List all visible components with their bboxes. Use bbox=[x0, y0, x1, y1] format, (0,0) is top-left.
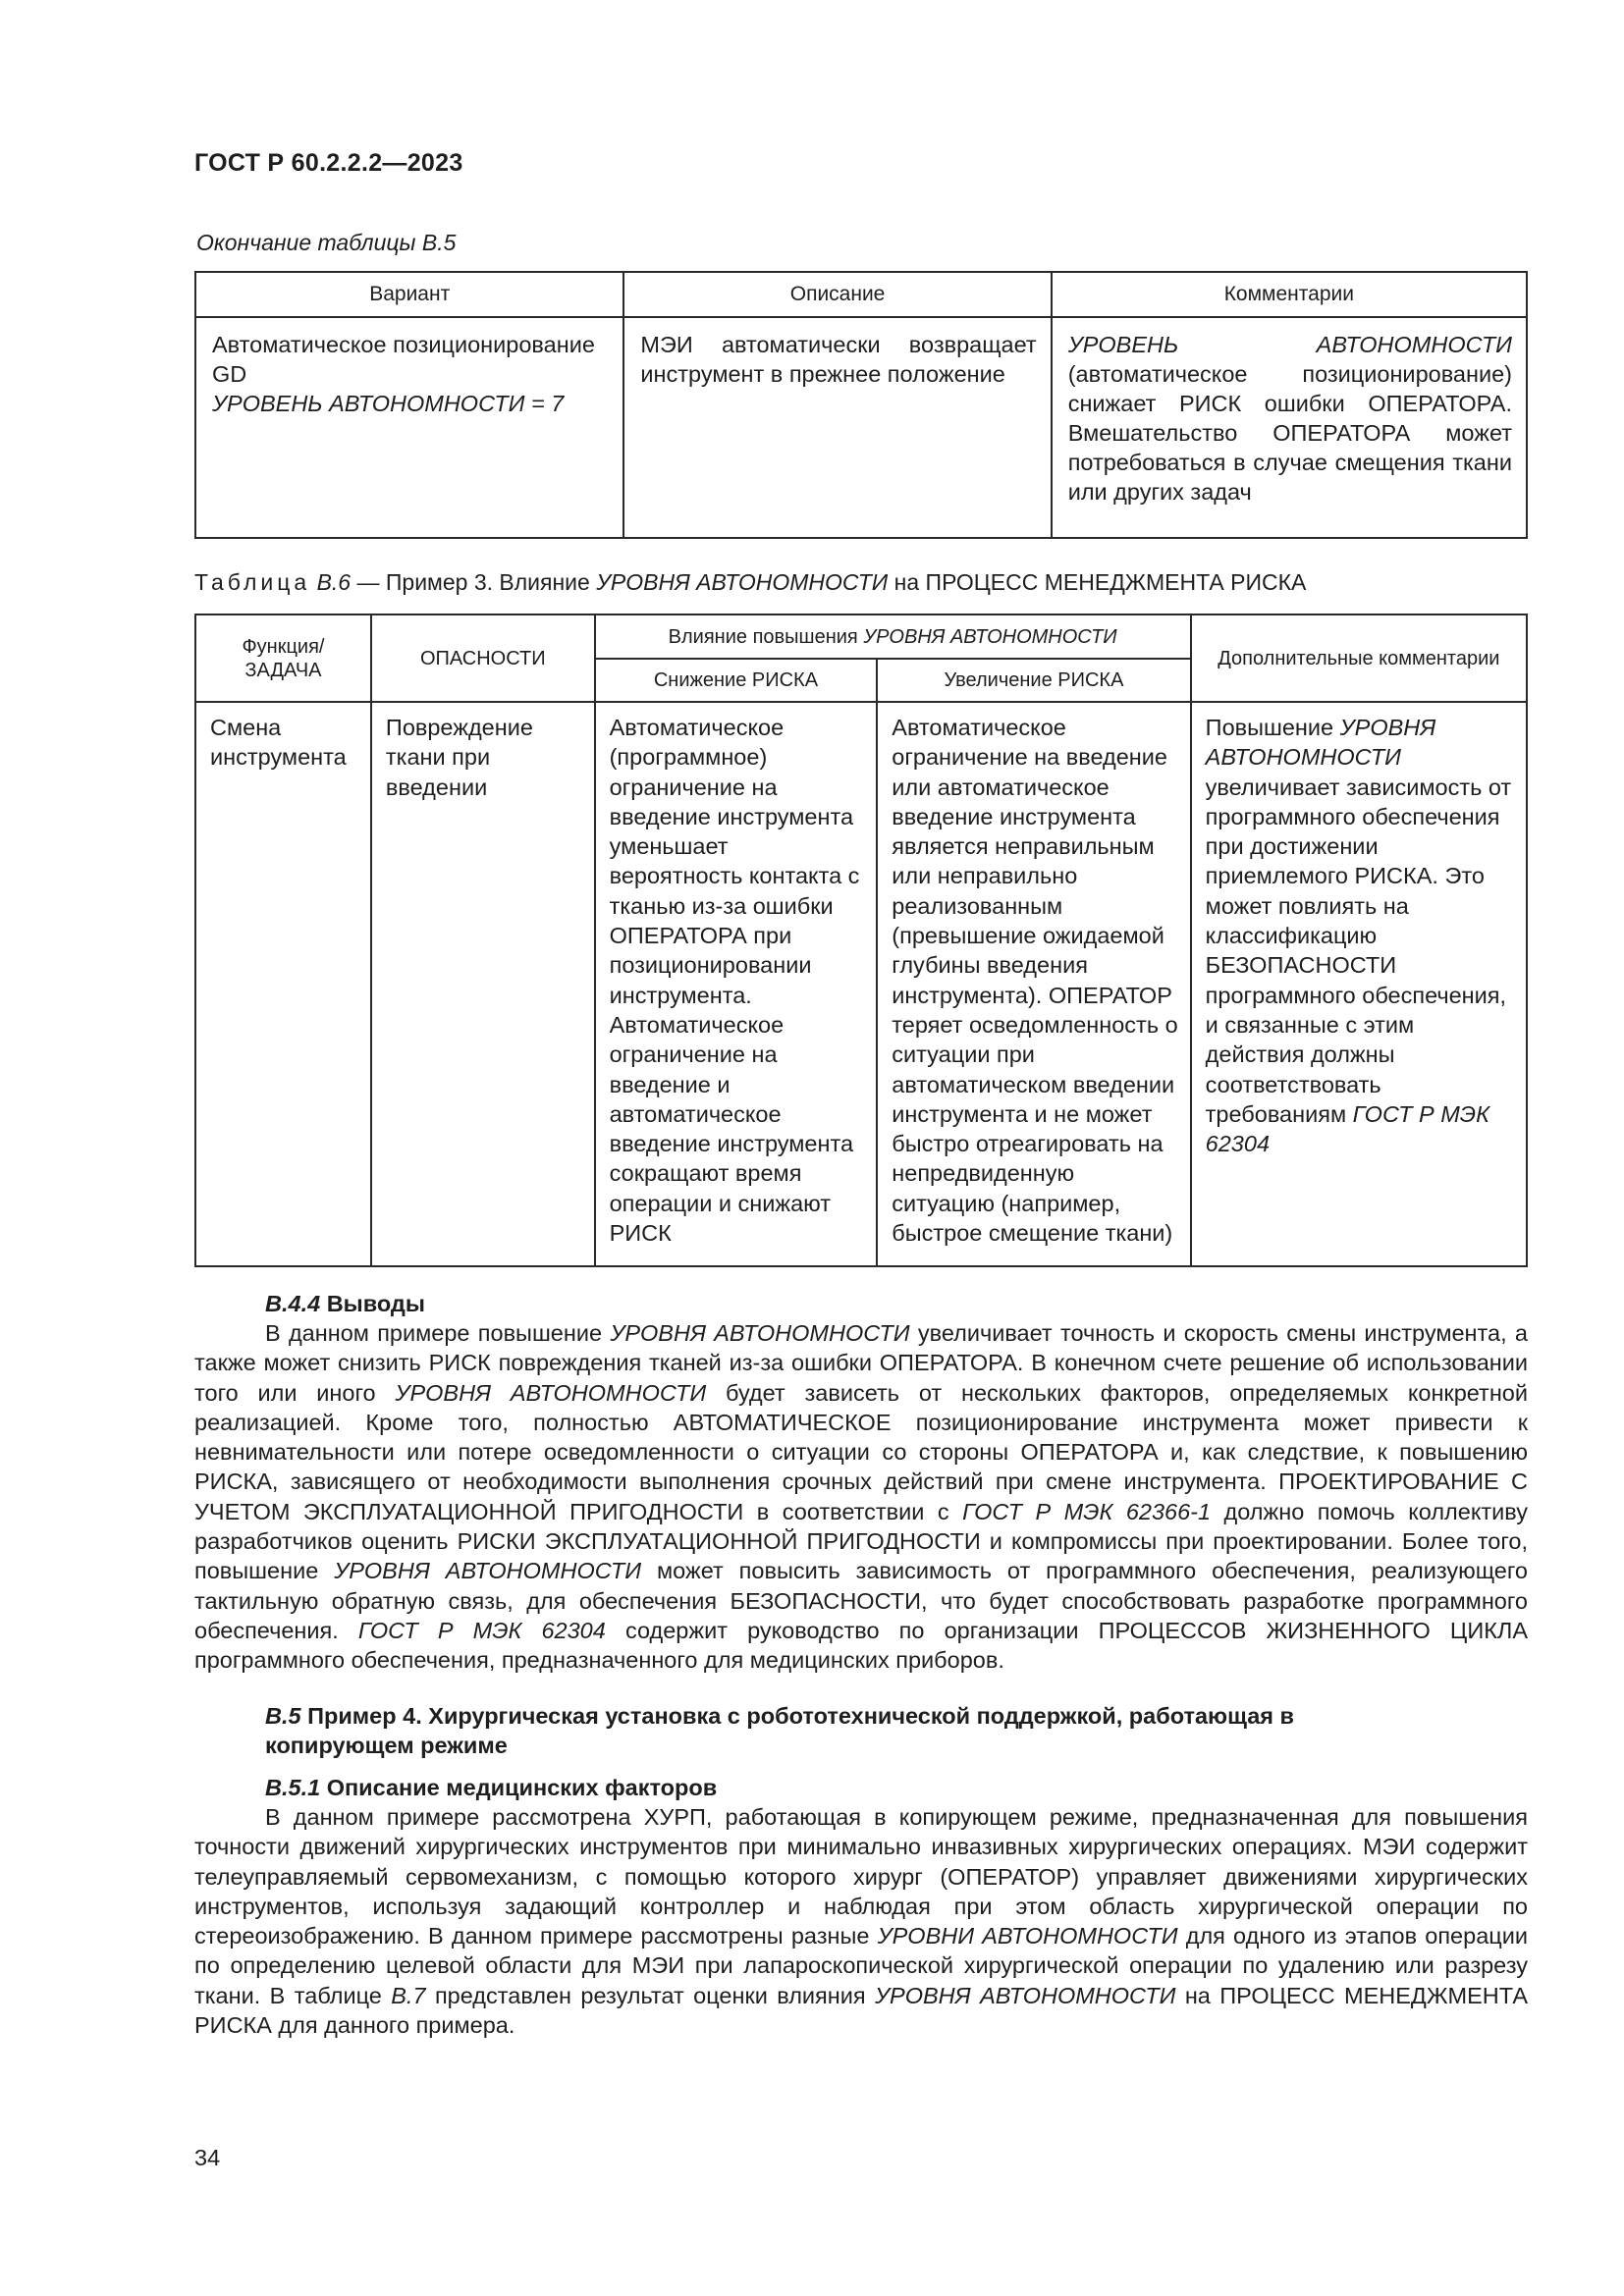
section-title: Описание медицинских факторов bbox=[320, 1775, 718, 1800]
caption-end: на ПРОЦЕСС МЕНЕДЖМЕНТА РИСКА bbox=[888, 569, 1307, 595]
column-header: Описание bbox=[623, 272, 1051, 317]
header-impact bbox=[595, 614, 1191, 659]
text: содержит руководство по организации ПРОЦЕССОВ ЖИЗНЕННОГО ЦИКЛА программного обеспечения, предназначенного для медицинских приборов. bbox=[194, 1617, 1528, 1674]
table-reference: В.7 bbox=[391, 1982, 426, 2008]
table-cell-hazard: Повреждение ткани при введении bbox=[371, 702, 595, 1266]
table-header-row bbox=[195, 614, 1527, 659]
text: В данном примере повышение bbox=[265, 1320, 611, 1346]
paragraph bbox=[194, 1318, 1528, 1676]
table-cell-function: Смена инструмента bbox=[195, 702, 371, 1266]
table-cell-comment bbox=[1052, 317, 1527, 538]
comment-text: Повышение bbox=[1205, 715, 1340, 740]
page-number: 34 bbox=[194, 2145, 221, 2170]
table-b5 bbox=[194, 271, 1528, 539]
text: для одного из этапов операции по определению целевой области для МЭИ при лапароскопической хирургической операции по удалению или разрезу ткани. В таблице bbox=[194, 1923, 1528, 2008]
italic-term: УРОВЕНЬ АВТОНОМНОСТИ bbox=[1067, 332, 1512, 357]
header-impact-text: Влияние повышения bbox=[668, 625, 864, 648]
section-heading bbox=[194, 1289, 1528, 1318]
table-cell-variant bbox=[195, 317, 623, 538]
table-cell-risk-decrease: Автоматическое (программное) ограничение на введение инструмента уменьшает вероятность контакта с тканью из-за ошибки ОПЕРАТОРА при позиционировании инструмента. Автоматическое ограничение на введение и автоматическое введение инструмента сокращают время операции и снижают РИСК bbox=[595, 702, 878, 1266]
table-cell-risk-increase: Автоматическое ограничение на введение или автоматическое введение инструмента является неправильным или неправильно реализованным (превышение ожидаемой глубины введения инструмента). ОПЕРАТОР теряет осведомленность о ситуации при автоматическом введении инструмента и не может быстро отреагировать на непредвиденную ситуацию (например, быстрое смещение ткани) bbox=[877, 702, 1190, 1266]
text: должно помочь коллективу разработчиков оценить РИСКИ ЭКСПЛУАТАЦИОННОЙ ПРИГОДНОСТИ и компромиссы при проектировании. Более того, повышение bbox=[194, 1498, 1528, 1584]
table-b6 bbox=[194, 614, 1528, 1267]
table-continuation-label: Окончание таблицы В.5 bbox=[196, 230, 457, 255]
column-header: Вариант bbox=[195, 272, 623, 317]
italic-term: УРОВНЯ АВТОНОМНОСТИ bbox=[610, 1320, 910, 1346]
caption-text: — Пример 3. Влияние bbox=[351, 569, 597, 595]
header-hazards: ОПАСНОСТИ bbox=[371, 614, 595, 702]
section-title: Пример 4. Хирургическая установка с робототехнической поддержкой, работающая в копирующем режиме bbox=[265, 1703, 1294, 1758]
paragraph bbox=[194, 1802, 1528, 2040]
section-title: Выводы bbox=[320, 1291, 425, 1316]
standard-reference: ГОСТ Р МЭК 62366-1 bbox=[962, 1498, 1212, 1524]
italic-term: УРОВНИ АВТОНОМНОСТИ bbox=[877, 1923, 1178, 1949]
text: будет зависеть от нескольких факторов, определяемых конкретной реализацией. Кроме того, полностью АВТОМАТИЧЕСКОЕ позиционирование инструмента может привести к невнимательности или потере осведомленности о ситуации со стороны ОПЕРАТОРА и, как следствие, к повышению РИСКА, зависящего от необходимости выполнения срочных действий при смене инструмента. ПРОЕКТИРОВАНИЕ С УЧЕТОМ ЭКСПЛУАТАЦИОННОЙ ПРИГОДНОСТИ в соответствии с bbox=[194, 1379, 1528, 1524]
section-number: В.5.1 bbox=[265, 1775, 321, 1800]
table-row bbox=[195, 317, 1527, 538]
caption-id: В.6 bbox=[316, 569, 352, 595]
table-b6-caption bbox=[194, 569, 1306, 596]
comment-text: увеличивает зависимость от программного обеспечения при достижении приемлемого РИСКА. Это может повлиять на классификацию БЕЗОПАСНОСТИ программного обеспечения, и связанные с этим действия должны соответствовать требованиям bbox=[1205, 774, 1512, 1127]
text: В данном примере рассмотрена ХУРП, работающая в копирующем режиме, предназначенная для повышения точности движений хирургических инструментов при минимально инвазивных хирургических операциях. МЭИ содержит телеуправляемый сервомеханизм, с помощью которого хирург (ОПЕРАТОР) управляет движениями хирургических инструментов, используя задающий контроллер и наблюдая при этом область хирургической операции по стереоизображению. В данном примере рассмотрены разные bbox=[194, 1804, 1528, 1949]
italic-term: УРОВНЯ АВТОНОМНОСТИ bbox=[334, 1558, 642, 1584]
table-row bbox=[195, 702, 1527, 1266]
caption-prefix: Таблица bbox=[194, 569, 311, 595]
section-number: В.5 bbox=[265, 1703, 301, 1729]
variant-text: Автоматическое позиционирование GD bbox=[212, 332, 595, 387]
text: может повысить зависимость от программного обеспечения, реализующего тактильную обратную связь, для обеспечения БЕЗОПАСНОСТИ, что будет способствовать разработке программного обеспечения. bbox=[194, 1558, 1529, 1643]
column-header: Комментарии bbox=[1052, 272, 1527, 317]
header-risk-increase: Увеличение РИСКА bbox=[877, 659, 1190, 702]
section-b51 bbox=[194, 1773, 1528, 2040]
section-b5-heading bbox=[194, 1701, 1353, 1760]
variant-level: УРОВЕНЬ АВТОНОМНОСТИ = 7 bbox=[212, 391, 565, 416]
section-b44 bbox=[194, 1289, 1528, 1676]
section-heading bbox=[194, 1773, 1528, 1802]
header-impact-italic: УРОВНЯ АВТОНОМНОСТИ bbox=[863, 625, 1117, 648]
section-number: В.4.4 bbox=[265, 1291, 321, 1316]
document-code: ГОСТ Р 60.2.2.2—2023 bbox=[194, 149, 463, 177]
header-additional: Дополнительные комментарии bbox=[1191, 614, 1527, 702]
table-cell-additional bbox=[1191, 702, 1527, 1266]
caption-italic: УРОВНЯ АВТОНОМНОСТИ bbox=[596, 569, 889, 595]
italic-term: УРОВНЯ АВТОНОМНОСТИ bbox=[1205, 715, 1436, 771]
header-risk-decrease: Снижение РИСКА bbox=[595, 659, 878, 702]
comment-text: (автоматическое позиционирование) снижает РИСК ошибки ОПЕРАТОРА. Вмешательство ОПЕРАТОРА может потребоваться в случае смещения ткани или других задач bbox=[1067, 361, 1512, 505]
italic-term: УРОВНЯ АВТОНОМНОСТИ bbox=[875, 1982, 1176, 2008]
table-cell-description: МЭИ автоматически возвращает инструмент в прежнее положение bbox=[623, 317, 1051, 538]
text: на ПРОЦЕСС МЕНЕДЖМЕНТА РИСКА для данного примера. bbox=[194, 1982, 1528, 2039]
standard-reference: ГОСТ Р МЭК 62304 bbox=[357, 1617, 606, 1643]
section-heading bbox=[194, 1701, 1353, 1760]
text: представлен результат оценки влияния bbox=[425, 1982, 876, 2008]
text: увеличивает точность и скорость смены инструмента, а также может снизить РИСК повреждения тканей из-за ошибки ОПЕРАТОРА. В конечном счете решение об использовании того или иного bbox=[194, 1320, 1528, 1406]
italic-term: УРОВНЯ АВТОНОМНОСТИ bbox=[395, 1379, 707, 1406]
header-function: Функция/ ЗАДАЧА bbox=[195, 614, 371, 702]
table-header-row bbox=[195, 272, 1527, 317]
standard-reference: ГОСТ Р МЭК 62304 bbox=[1205, 1100, 1489, 1157]
